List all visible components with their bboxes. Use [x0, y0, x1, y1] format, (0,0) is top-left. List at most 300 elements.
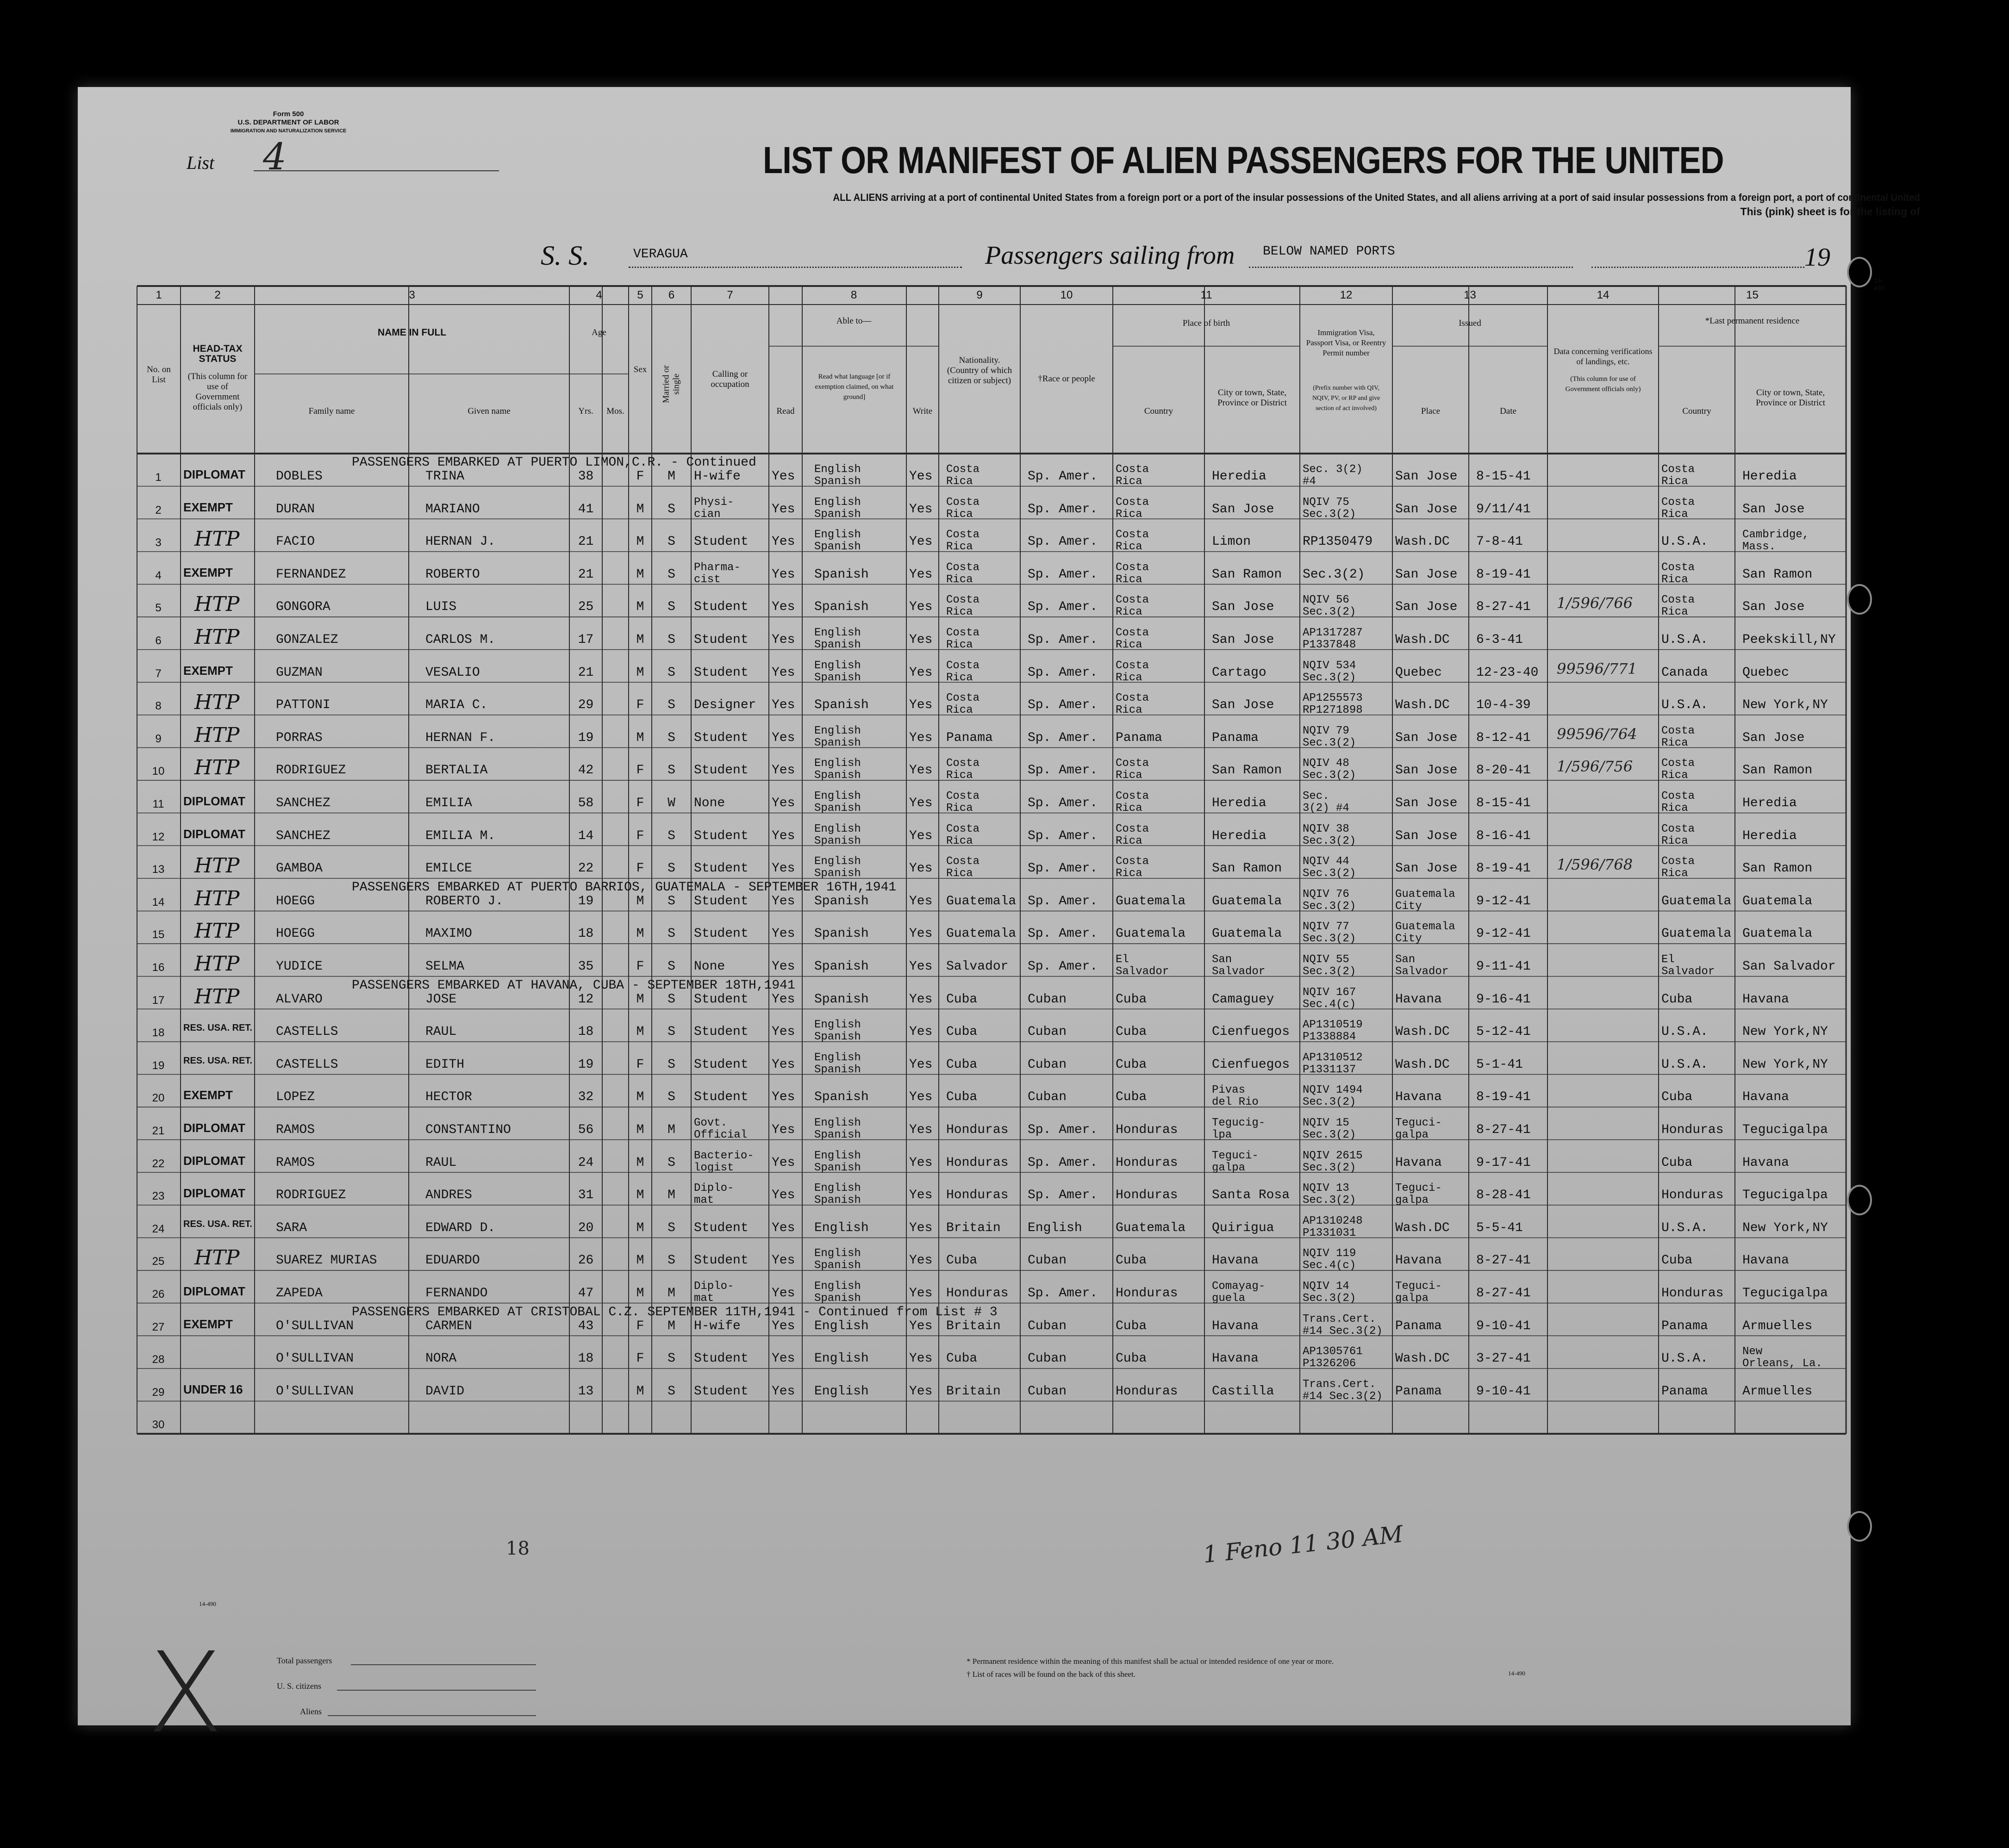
marital-status: S	[668, 665, 675, 680]
read-language: English Spanish	[814, 1149, 861, 1174]
race: Cuban	[1028, 1253, 1067, 1268]
sex: M	[636, 1025, 644, 1039]
section-heading: PASSENGERS EMBARKED AT CRISTOBAL C.Z. SEPTEMBER 11TH,1941 - Continued from List # 3	[352, 1305, 998, 1319]
occupation: H-wife	[694, 1319, 741, 1333]
occupation: Bacterio- logist	[694, 1149, 754, 1174]
binder-hole	[1847, 584, 1872, 615]
header-calling: Calling or occupation	[711, 369, 749, 389]
occupation: Student	[694, 1025, 749, 1039]
year-label: 19	[1804, 243, 1830, 272]
column-number: 14	[1597, 289, 1610, 301]
residence-city: Heredia	[1742, 469, 1797, 484]
verification-data: 1/596/766	[1557, 594, 1633, 612]
visa-number: NQIV 56 Sec.3(2)	[1303, 594, 1356, 619]
age-years: 58	[578, 796, 594, 810]
total-passengers-line	[351, 1664, 536, 1665]
nationality: Costa Rica	[946, 790, 980, 815]
can-read: Yes	[772, 1319, 795, 1333]
header-able-to: Able to—	[836, 316, 872, 326]
race: Sp. Amer.	[1028, 633, 1098, 647]
nationality: Costa Rica	[946, 561, 980, 586]
visa-number: NQIV 2615 Sec.3(2)	[1303, 1149, 1363, 1174]
sex: M	[636, 1384, 644, 1399]
column-number: 3	[409, 289, 415, 301]
header-mos: Mos.	[606, 406, 624, 416]
birth-city: Cienfuegos	[1212, 1025, 1290, 1039]
family-name: DURAN	[276, 502, 315, 516]
can-write: Yes	[909, 828, 933, 843]
binder-hole	[1847, 1185, 1872, 1215]
birth-country: Costa Rica	[1116, 496, 1149, 521]
marital-status: S	[668, 1220, 675, 1235]
family-name: LOPEZ	[276, 1090, 315, 1105]
can-read: Yes	[772, 959, 795, 974]
can-write: Yes	[909, 894, 933, 908]
birth-city: Santa Rosa	[1212, 1188, 1290, 1203]
residence-country: Costa Rica	[1661, 496, 1695, 521]
form-number: Form 500	[273, 110, 304, 118]
can-write: Yes	[909, 502, 933, 516]
family-name: GONGORA	[276, 600, 331, 615]
occupation: Student	[694, 730, 749, 745]
nationality: Costa Rica	[946, 627, 980, 651]
issue-date: 8-27-41	[1476, 600, 1531, 615]
race: Cuban	[1028, 1090, 1067, 1105]
ss-label: S. S.	[541, 240, 589, 271]
birth-country: Costa Rica	[1116, 529, 1149, 554]
birth-country: Costa Rica	[1116, 757, 1149, 782]
can-read: Yes	[772, 1220, 795, 1235]
family-name: RAMOS	[276, 1123, 315, 1137]
can-read: Yes	[772, 665, 795, 680]
read-language: English Spanish	[814, 1117, 861, 1141]
given-name: BERTALIA	[425, 763, 488, 778]
family-name: FACIO	[276, 535, 315, 549]
residence-country: U.S.A.	[1661, 633, 1708, 647]
residence-city: Heredia	[1742, 796, 1797, 810]
age-years: 29	[578, 698, 594, 713]
birth-country: Guatemala	[1116, 894, 1186, 908]
occupation: Student	[694, 1351, 749, 1366]
read-language: English Spanish	[814, 790, 861, 815]
header-issued: Issued	[1459, 318, 1481, 328]
race: Sp. Amer.	[1028, 502, 1098, 516]
issue-place: Wash.DC	[1395, 1025, 1450, 1039]
column-number: 4	[596, 289, 602, 301]
family-name: PORRAS	[276, 730, 323, 745]
head-tax-stamp: RES. USA. RET.	[183, 1219, 252, 1229]
sex: M	[636, 992, 644, 1007]
birth-country: Cuba	[1116, 1090, 1147, 1105]
visa-number: AP1310512 P1331137	[1303, 1051, 1363, 1076]
nationality: Honduras	[946, 1155, 1009, 1170]
read-language: English Spanish	[814, 529, 861, 554]
can-write: Yes	[909, 1384, 933, 1399]
read-language: English Spanish	[814, 855, 861, 880]
race: Sp. Amer.	[1028, 1155, 1098, 1170]
occupation: Student	[694, 1253, 749, 1268]
us-citizens-label: U. S. citizens	[277, 1681, 321, 1691]
residence-country: Costa Rica	[1661, 724, 1695, 749]
issue-date: 8-27-41	[1476, 1286, 1531, 1300]
residence-city: Havana	[1742, 992, 1789, 1007]
sex: F	[636, 1319, 644, 1333]
visa-number: NQIV 534 Sec.3(2)	[1303, 659, 1356, 684]
can-write: Yes	[909, 1351, 933, 1366]
residence-country: U.S.A.	[1661, 535, 1708, 549]
residence-country: Costa Rica	[1661, 855, 1695, 880]
head-tax-stamp: DIPLOMAT	[183, 827, 245, 841]
header-race: †Race or people	[1038, 374, 1095, 384]
given-name: DAVID	[425, 1384, 465, 1399]
binder-hole	[1847, 1511, 1872, 1542]
sex: M	[636, 600, 644, 615]
can-read: Yes	[772, 600, 795, 615]
residence-city: Guatemala	[1742, 894, 1813, 908]
issue-place: Teguci- galpa	[1395, 1117, 1442, 1141]
row-number: 9	[155, 732, 162, 745]
family-name: GONZALEZ	[276, 633, 338, 647]
birth-country: Cuba	[1116, 1253, 1147, 1268]
row-number: 15	[152, 928, 165, 941]
visa-number: NQIV 79 Sec.3(2)	[1303, 724, 1356, 749]
occupation: Student	[694, 1384, 749, 1399]
row-number: 27	[152, 1320, 165, 1333]
can-write: Yes	[909, 1220, 933, 1235]
subtitle: ALL ALIENS arriving at a port of continental United States from a foreign port or a port of the insular possessions of the United States, and all aliens arriving at a port of said insular possessions from a foreign port, a port of continental United	[833, 192, 1920, 203]
issue-place: Havana	[1395, 992, 1442, 1007]
family-name: DOBLES	[276, 469, 323, 484]
nationality: Costa Rica	[946, 855, 980, 880]
marital-status: S	[668, 959, 675, 974]
birth-country: Honduras	[1116, 1155, 1178, 1170]
birth-city: Tegucig- lpa	[1212, 1117, 1266, 1141]
occupation: Student	[694, 861, 749, 876]
head-tax-stamp: RES. USA. RET.	[183, 1023, 252, 1033]
visa-number: Sec. 3(2) #4	[1303, 463, 1363, 488]
head-tax-stamp: EXEMPT	[183, 1317, 233, 1331]
can-write: Yes	[909, 665, 933, 680]
given-name: EDUARDO	[425, 1253, 480, 1268]
issue-date: 12-23-40	[1476, 665, 1539, 680]
occupation: Student	[694, 665, 749, 680]
ship-name: VERAGUA	[633, 247, 688, 261]
marital-status: S	[668, 1384, 675, 1399]
time-note: 1 Feno 11 30 AM	[1202, 1520, 1404, 1568]
residence-city: Tegucigalpa	[1742, 1286, 1828, 1300]
birth-country: Costa Rica	[1116, 627, 1149, 651]
header-family-name: Family name	[308, 406, 355, 416]
issue-date: 8-27-41	[1476, 1253, 1531, 1268]
birth-city: San Ramon	[1212, 861, 1282, 876]
column-number: 6	[668, 289, 675, 301]
aliens-label: Aliens	[300, 1707, 322, 1716]
occupation: Student	[694, 535, 749, 549]
read-language: English Spanish	[814, 1051, 861, 1076]
given-name: MARIA C.	[425, 698, 488, 713]
head-tax-stamp: HTP	[194, 756, 240, 780]
birth-country: Honduras	[1116, 1188, 1178, 1203]
column-number: 5	[637, 289, 643, 301]
residence-city: Tegucigalpa	[1742, 1123, 1828, 1137]
read-language: English	[814, 1220, 869, 1235]
given-name: RAUL	[425, 1025, 457, 1039]
issue-place: Wash.DC	[1395, 1220, 1450, 1235]
family-name: SANCHEZ	[276, 796, 331, 810]
read-language: English Spanish	[814, 757, 861, 782]
sex: M	[636, 1155, 644, 1170]
column-number: 1	[156, 289, 162, 301]
issue-date: 8-15-41	[1476, 796, 1531, 810]
given-name: LUIS	[425, 600, 457, 615]
row-number: 12	[152, 830, 165, 843]
birth-city: Panama	[1212, 730, 1259, 745]
subtitle-2: This (pink) sheet is for the listing of	[1740, 205, 1920, 218]
residence-country: U.S.A.	[1661, 1025, 1708, 1039]
issue-date: 8-12-41	[1476, 730, 1531, 745]
birth-country: Guatemala	[1116, 1220, 1186, 1235]
marital-status: M	[668, 469, 675, 484]
form-code: 14-490	[1874, 277, 1885, 292]
sex: F	[636, 828, 644, 843]
can-write: Yes	[909, 1286, 933, 1300]
race: Sp. Amer.	[1028, 796, 1098, 810]
birth-country: Cuba	[1116, 1057, 1147, 1072]
issue-date: 9-16-41	[1476, 992, 1531, 1007]
can-read: Yes	[772, 633, 795, 647]
birth-country: Costa Rica	[1116, 463, 1149, 488]
birth-country: Costa Rica	[1116, 692, 1149, 717]
birth-city: Cartago	[1212, 665, 1267, 680]
row-number: 28	[152, 1353, 165, 1366]
family-name: RODRIGUEZ	[276, 1188, 346, 1203]
family-name: PATTONI	[276, 698, 331, 713]
sex: M	[636, 1286, 644, 1300]
header-res-city: City or town, State, Province or District	[1756, 388, 1825, 408]
row-number: 22	[152, 1157, 165, 1170]
read-language: English Spanish	[814, 1019, 861, 1044]
read-language: English Spanish	[814, 1247, 861, 1272]
birth-city: San Ramon	[1212, 567, 1282, 582]
family-name: O'SULLIVAN	[276, 1319, 354, 1333]
birth-city: Quirigua	[1212, 1220, 1274, 1235]
read-language: English Spanish	[814, 1182, 861, 1207]
residence-country: Panama	[1661, 1319, 1708, 1333]
residence-city: New York,NY	[1742, 698, 1828, 713]
race: Sp. Amer.	[1028, 894, 1098, 908]
read-language: English Spanish	[814, 822, 861, 847]
row-number: 26	[152, 1288, 165, 1300]
age-years: 13	[578, 1384, 594, 1399]
issue-date: 8-19-41	[1476, 567, 1531, 582]
given-name: MAXIMO	[425, 927, 472, 941]
header-data-conc: Data concerning verifications of landings, etc.	[1554, 347, 1653, 366]
occupation: Student	[694, 894, 749, 908]
residence-city: Heredia	[1742, 828, 1797, 843]
header-visa-note: (Prefix number with QIV, NQIV, PV, or RP and give section of act involved)	[1312, 385, 1380, 412]
can-read: Yes	[772, 894, 795, 908]
page-title: LIST OR MANIFEST OF ALIEN PASSENGERS FOR THE UNITED	[763, 139, 1724, 181]
sex: M	[636, 894, 644, 908]
age-years: 38	[578, 469, 594, 484]
occupation: Student	[694, 633, 749, 647]
marital-status: S	[668, 730, 675, 745]
age-years: 24	[578, 1155, 594, 1170]
family-name: RODRIGUEZ	[276, 763, 346, 778]
sex: M	[636, 730, 644, 745]
race: Cuban	[1028, 1351, 1067, 1366]
header-country: Country	[1144, 406, 1173, 416]
residence-country: Honduras	[1661, 1123, 1724, 1137]
issue-place: Panama	[1395, 1319, 1442, 1333]
residence-city: Havana	[1742, 1090, 1789, 1105]
can-write: Yes	[909, 698, 933, 713]
can-write: Yes	[909, 1057, 933, 1072]
can-read: Yes	[772, 698, 795, 713]
section-heading: PASSENGERS EMBARKED AT PUERTO LIMON,C.R. - Continued	[352, 455, 756, 470]
section-heading: PASSENGERS EMBARKED AT PUERTO BARRIOS, GUATEMALA - SEPTEMBER 16TH,1941	[352, 880, 897, 895]
issue-place: Panama	[1395, 1384, 1442, 1399]
read-language: Spanish	[814, 927, 869, 941]
nationality: Cuba	[946, 992, 978, 1007]
age-years: 42	[578, 763, 594, 778]
marital-status: S	[668, 567, 675, 582]
read-language: Spanish	[814, 1090, 869, 1105]
row-number: 14	[152, 896, 165, 908]
issue-place: Havana	[1395, 1253, 1442, 1268]
birth-country: Costa Rica	[1116, 659, 1149, 684]
can-write: Yes	[909, 1090, 933, 1105]
head-tax-stamp: HTP	[194, 886, 240, 910]
column-number: 15	[1746, 289, 1759, 301]
issue-place: San Jose	[1395, 502, 1458, 516]
can-write: Yes	[909, 1155, 933, 1170]
issue-place: Wash.DC	[1395, 1351, 1450, 1366]
age-years: 22	[578, 861, 594, 876]
age-years: 31	[578, 1188, 594, 1203]
age-years: 21	[578, 535, 594, 549]
nationality: Guatemala	[946, 894, 1017, 908]
given-name: HERNAN J.	[425, 535, 496, 549]
can-write: Yes	[909, 861, 933, 876]
column-number: 8	[850, 289, 857, 301]
head-tax-stamp: DIPLOMAT	[183, 467, 245, 481]
marital-status: S	[668, 502, 675, 516]
family-name: SUAREZ MURIAS	[276, 1253, 377, 1268]
row-number: 21	[152, 1125, 165, 1137]
issue-date: 8-28-41	[1476, 1188, 1531, 1203]
family-name: RAMOS	[276, 1155, 315, 1170]
occupation: Physi- cian	[694, 496, 734, 521]
can-write: Yes	[909, 1188, 933, 1203]
given-name: JOSE	[425, 992, 457, 1007]
row-number: 11	[152, 798, 164, 810]
header-no-on-list: No. on List	[147, 365, 171, 385]
nationality: Honduras	[946, 1188, 1009, 1203]
residence-country: Costa Rica	[1661, 561, 1695, 586]
residence-city: San Salvador	[1742, 959, 1836, 974]
sex: M	[636, 502, 644, 516]
age-years: 19	[578, 730, 594, 745]
header-write: Write	[912, 406, 933, 416]
issue-place: Wash.DC	[1395, 1057, 1450, 1072]
can-read: Yes	[772, 502, 795, 516]
occupation: Student	[694, 828, 749, 843]
nationality: Cuba	[946, 1057, 978, 1072]
given-name: VESALIO	[425, 665, 480, 680]
marital-status: S	[668, 992, 675, 1007]
family-name: CASTELLS	[276, 1057, 338, 1072]
header-married: Married or single	[661, 365, 681, 403]
can-read: Yes	[772, 1057, 795, 1072]
can-read: Yes	[772, 1188, 795, 1203]
nationality: Costa Rica	[946, 822, 980, 847]
residence-country: Canada	[1661, 665, 1708, 680]
age-years: 14	[578, 828, 594, 843]
residence-country: U.S.A.	[1661, 1351, 1708, 1366]
can-write: Yes	[909, 600, 933, 615]
issue-place: San Jose	[1395, 600, 1458, 615]
age-years: 20	[578, 1220, 594, 1235]
birth-country: Guatemala	[1116, 927, 1186, 941]
issue-date: 5-1-41	[1476, 1057, 1523, 1072]
can-write: Yes	[909, 959, 933, 974]
header-data-note: (This column for use of Government officials only)	[1565, 375, 1641, 393]
birth-city: San Jose	[1212, 698, 1274, 713]
row-number: 30	[152, 1419, 165, 1431]
can-read: Yes	[772, 1123, 795, 1137]
header-place: Place	[1421, 406, 1441, 416]
given-name: CARMEN	[425, 1319, 472, 1333]
residence-country: Costa Rica	[1661, 463, 1695, 488]
can-write: Yes	[909, 535, 933, 549]
can-read: Yes	[772, 1155, 795, 1170]
row-number: 24	[152, 1222, 165, 1235]
race: Sp. Amer.	[1028, 1123, 1098, 1137]
birth-city: Pivas del Rio	[1212, 1084, 1259, 1109]
birth-city: Havana	[1212, 1319, 1259, 1333]
nationality: Britain	[946, 1319, 1001, 1333]
can-write: Yes	[909, 796, 933, 810]
header-head-tax: HEAD-TAX STATUS	[193, 343, 243, 364]
birth-country: Cuba	[1116, 1319, 1147, 1333]
read-language: Spanish	[814, 894, 869, 908]
sex: M	[636, 1090, 644, 1105]
visa-number: NQIV 76 Sec.3(2)	[1303, 888, 1356, 913]
sex: M	[636, 1123, 644, 1137]
sex: M	[636, 1188, 644, 1203]
birth-city: Havana	[1212, 1351, 1259, 1366]
race: Sp. Amer.	[1028, 959, 1098, 974]
residence-city: Havana	[1742, 1253, 1789, 1268]
sex: F	[636, 469, 644, 484]
manifest-sheet	[78, 87, 1920, 1758]
sailing-label: Passengers sailing from	[985, 241, 1235, 270]
birth-country: Costa Rica	[1116, 790, 1149, 815]
row-number: 8	[155, 700, 162, 713]
marital-status: S	[668, 1351, 675, 1366]
residence-country: Costa Rica	[1661, 594, 1695, 619]
age-years: 41	[578, 502, 594, 516]
can-read: Yes	[772, 1090, 795, 1105]
occupation: Diplo- mat	[694, 1280, 734, 1305]
birth-city: Teguci- galpa	[1212, 1149, 1259, 1174]
sex: M	[636, 535, 644, 549]
sex: F	[636, 959, 644, 974]
sex: M	[636, 633, 644, 647]
can-read: Yes	[772, 730, 795, 745]
visa-number: NQIV 55 Sec.3(2)	[1303, 953, 1356, 978]
